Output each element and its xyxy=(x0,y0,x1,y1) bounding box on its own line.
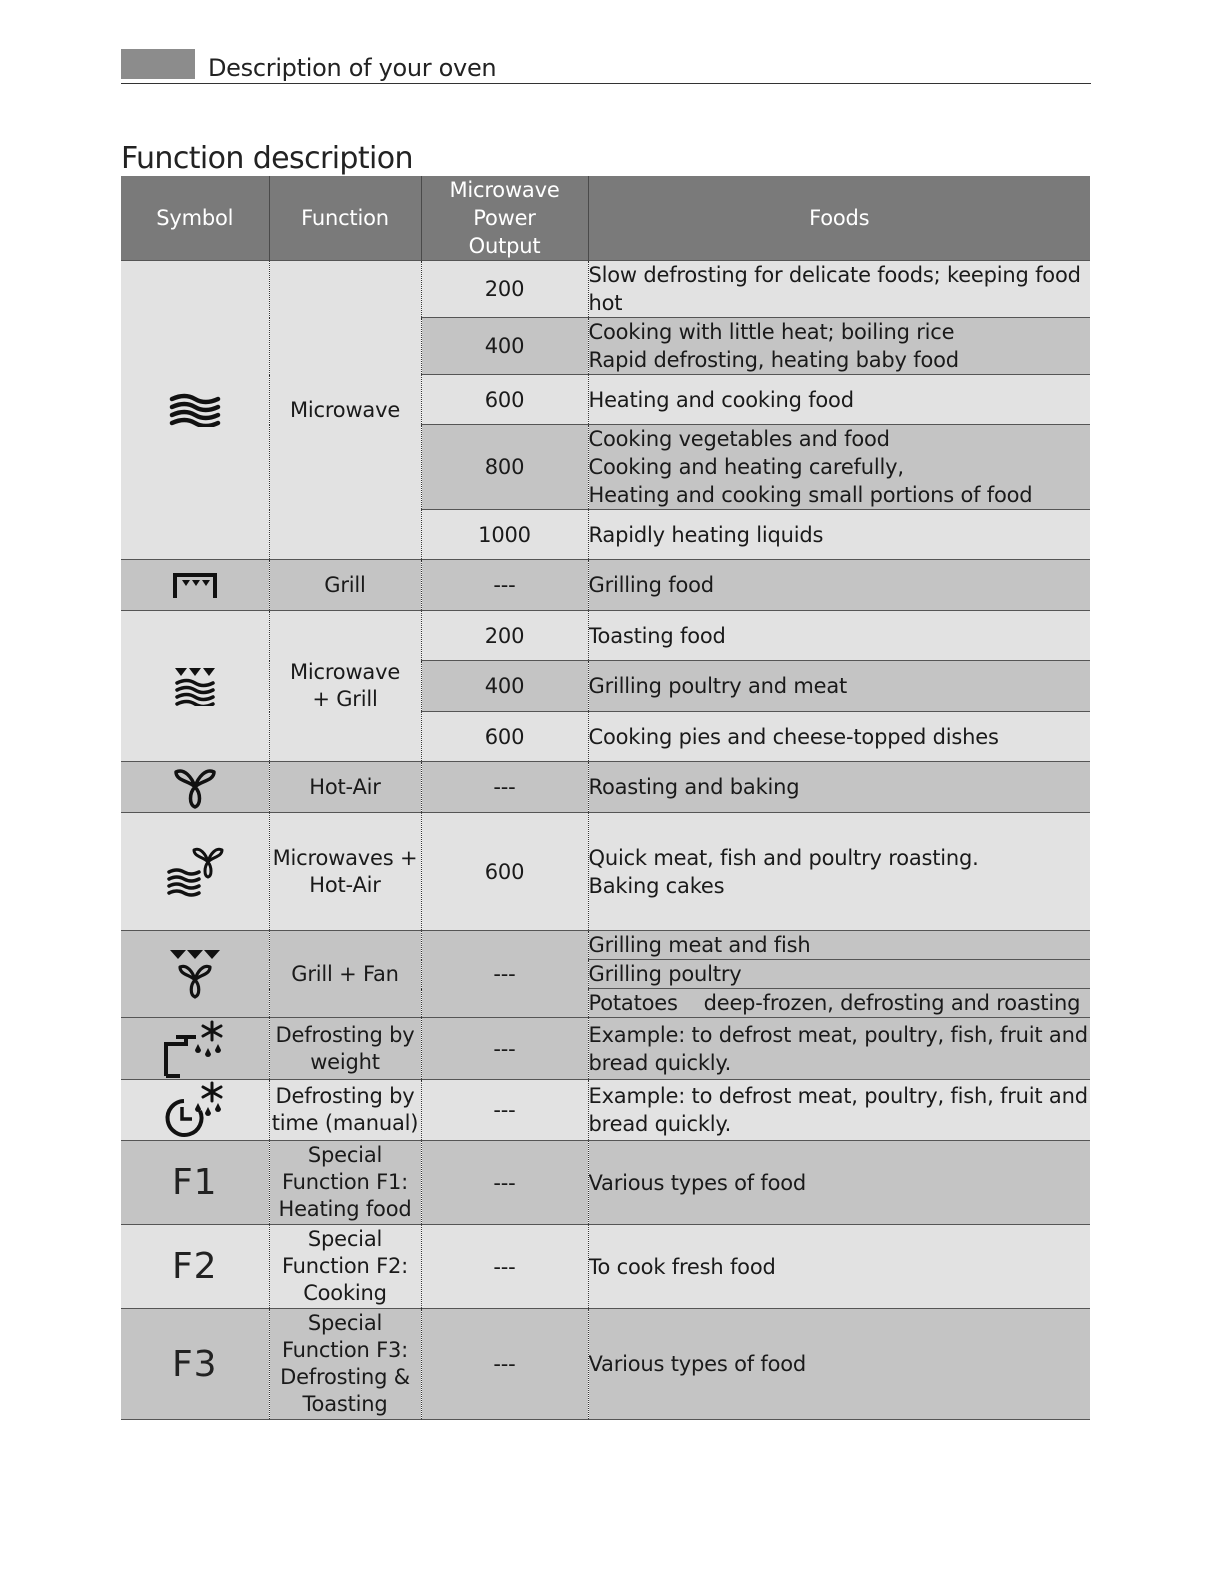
foods-cell: Grilling poultry xyxy=(588,960,1090,989)
power-cell: --- xyxy=(421,1141,588,1225)
symbol-cell xyxy=(121,611,269,762)
table-row xyxy=(121,1225,1090,1309)
power-cell: --- xyxy=(421,931,588,1018)
foods-cell: Example: to defrost meat, poultry, fish, fruit and bread quickly. xyxy=(588,1080,1090,1141)
power-cell: 800 xyxy=(421,425,588,510)
header-rule xyxy=(121,83,1091,84)
power-cell: 400 xyxy=(421,318,588,375)
microwave-waves-icon xyxy=(168,393,222,427)
microwave-fan-icon xyxy=(166,846,224,898)
foods-cell: Cooking vegetables and food Cooking and heating carefully, Heating and cooking small portions of food xyxy=(588,425,1090,510)
foods-cell: Grilling food xyxy=(588,560,1090,611)
header-title: Description of your oven xyxy=(208,54,497,82)
header-function: Function xyxy=(269,176,421,261)
header-foods: Foods xyxy=(588,176,1090,261)
symbol-cell xyxy=(121,560,269,611)
function-cell: Defrosting by time (manual) xyxy=(269,1080,421,1141)
function-cell: Special Function F3: Defrosting & Toasting xyxy=(269,1309,421,1420)
function-cell: Grill + Fan xyxy=(269,931,421,1018)
symbol-cell xyxy=(121,1225,269,1309)
power-cell: 200 xyxy=(421,261,588,318)
foods-cell: Potatoes deep-frozen, defrosting and roasting xyxy=(588,989,1090,1018)
power-cell: 600 xyxy=(421,375,588,425)
defrost-time-icon xyxy=(160,1081,230,1139)
foods-cell: Cooking with little heat; boiling rice Rapid defrosting, heating baby food xyxy=(588,318,1090,375)
table-row xyxy=(121,1309,1090,1420)
foods-cell: Heating and cooking food xyxy=(588,375,1090,425)
table-row xyxy=(121,1018,1090,1080)
table-row xyxy=(121,813,1090,931)
function-cell: Microwaves + Hot-Air xyxy=(269,813,421,931)
foods-cell: Grilling poultry and meat xyxy=(588,661,1090,712)
function-cell: Hot-Air xyxy=(269,762,421,813)
function-cell: Special Function F1: Heating food xyxy=(269,1141,421,1225)
power-cell: --- xyxy=(421,1225,588,1309)
function-cell: Microwave xyxy=(269,261,421,560)
power-cell: --- xyxy=(421,1309,588,1420)
foods-cell: Toasting food xyxy=(588,611,1090,661)
foods-cell: Various types of food xyxy=(588,1141,1090,1225)
symbol-cell xyxy=(121,1309,269,1420)
power-cell: --- xyxy=(421,560,588,611)
foods-cell: Various types of food xyxy=(588,1309,1090,1420)
symbol-cell xyxy=(121,1141,269,1225)
function-cell: Defrosting by weight xyxy=(269,1018,421,1080)
power-cell: 400 xyxy=(421,661,588,712)
power-cell: 200 xyxy=(421,611,588,661)
foods-cell: Example: to defrost meat, poultry, fish, fruit and bread quickly. xyxy=(588,1018,1090,1080)
symbol-cell xyxy=(121,813,269,931)
foods-cell: Quick meat, fish and poultry roasting. Baking cakes xyxy=(588,813,1090,931)
table-row xyxy=(121,762,1090,813)
table-row xyxy=(121,931,1090,960)
table-row xyxy=(121,611,1090,661)
f1-symbol: F1 xyxy=(171,1162,218,1203)
f3-symbol: F3 xyxy=(171,1343,218,1385)
foods-cell: To cook fresh food xyxy=(588,1225,1090,1309)
power-cell: --- xyxy=(421,1018,588,1080)
header-power: Microwave Power Output xyxy=(421,176,588,261)
power-cell: 1000 xyxy=(421,510,588,560)
power-cell: 600 xyxy=(421,813,588,931)
header-symbol: Symbol xyxy=(121,176,269,261)
foods-cell: Cooking pies and cheese-topped dishes xyxy=(588,712,1090,762)
function-cell: Special Function F2: Cooking xyxy=(269,1225,421,1309)
symbol-cell xyxy=(121,1018,269,1080)
function-cell: Grill xyxy=(269,560,421,611)
table-row xyxy=(121,560,1090,611)
grill-icon xyxy=(172,571,218,599)
power-cell: --- xyxy=(421,1080,588,1141)
foods-cell: Roasting and baking xyxy=(588,762,1090,813)
table-row xyxy=(121,261,1090,318)
grill-fan-icon xyxy=(168,948,222,1000)
symbol-cell xyxy=(121,261,269,560)
symbol-cell xyxy=(121,762,269,813)
power-cell: 600 xyxy=(421,712,588,762)
function-table xyxy=(121,176,1090,1420)
function-cell: Microwave + Grill xyxy=(269,611,421,762)
f2-symbol: F2 xyxy=(171,1246,218,1287)
foods-cell: Slow defrosting for delicate foods; keeping food hot xyxy=(588,261,1090,318)
table-row xyxy=(121,1080,1090,1141)
table-header-row xyxy=(121,176,1090,261)
defrost-weight-icon xyxy=(160,1020,230,1078)
power-cell: --- xyxy=(421,762,588,813)
section-title: Function description xyxy=(121,141,413,176)
microwave-grill-icon xyxy=(172,666,218,706)
fan-icon xyxy=(172,765,218,809)
foods-cell: Grilling meat and fish xyxy=(588,931,1090,960)
symbol-cell xyxy=(121,1080,269,1141)
header-block xyxy=(121,49,195,79)
foods-cell: Rapidly heating liquids xyxy=(588,510,1090,560)
table-row xyxy=(121,1141,1090,1225)
symbol-cell xyxy=(121,931,269,1018)
